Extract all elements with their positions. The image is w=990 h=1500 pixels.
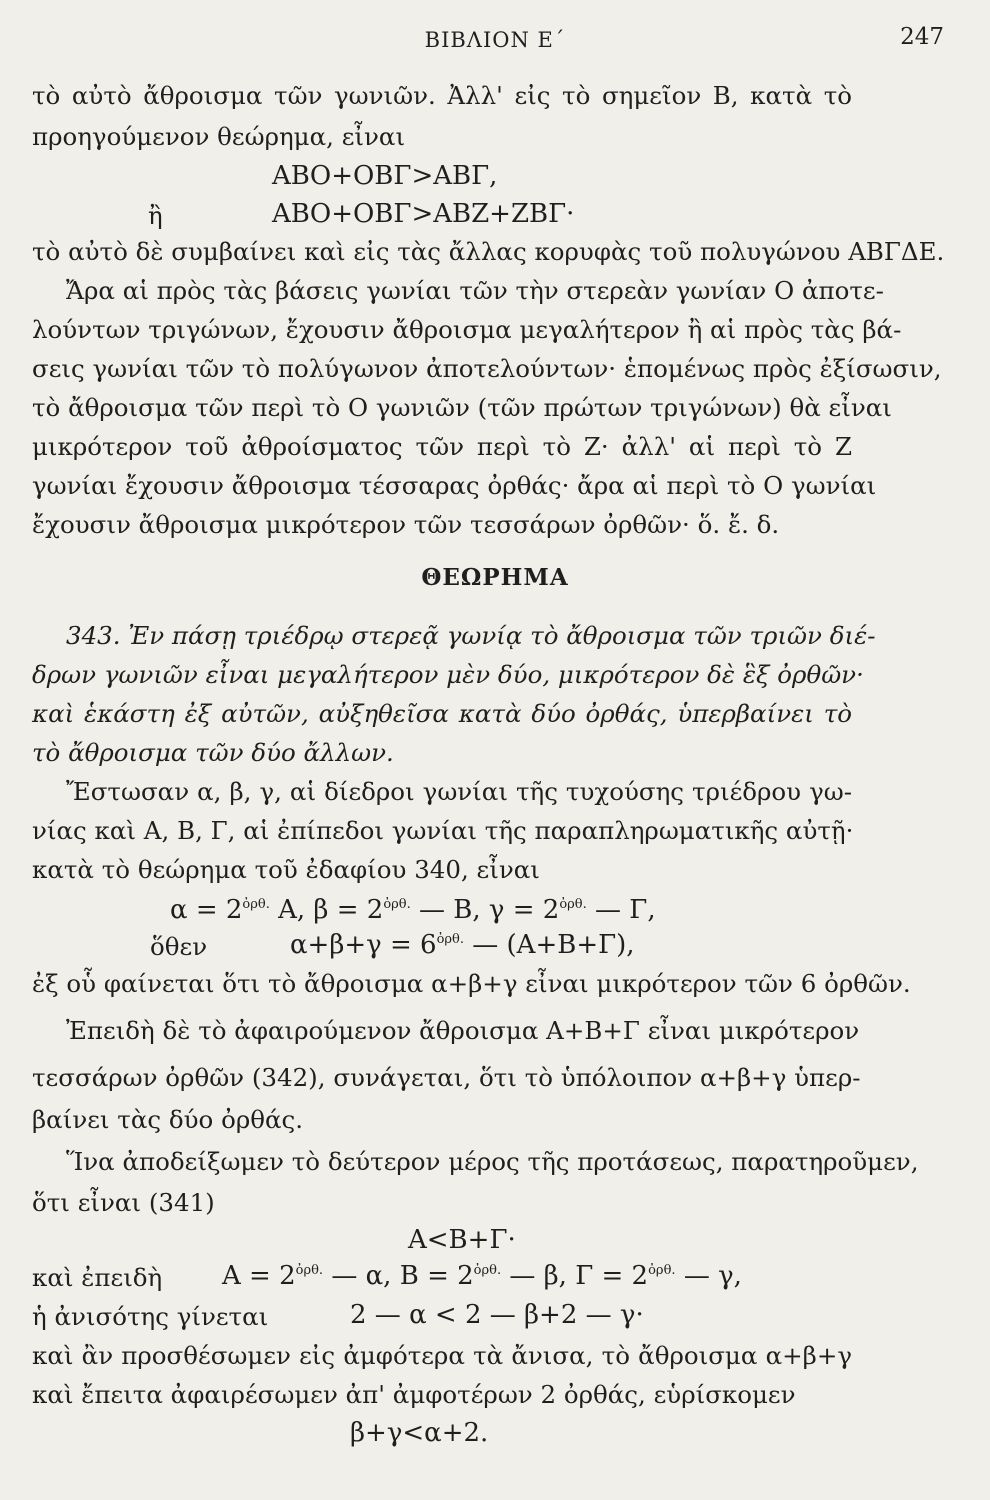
theorem-statement: καὶ ἑκάστη ἐξ αὐτῶν, αὐξηθεῖσα κατὰ δύο ὀρθάς, ὑπερβαίνει τὸ bbox=[32, 699, 852, 728]
text-line: τὸ αὐτὸ ἄθροισμα τῶν γωνιῶν. Ἀλλ' εἰς τὸ σημεῖον Β, κατὰ τὸ bbox=[32, 81, 852, 110]
text-line: τὸ αὐτὸ δὲ συμβαίνει καὶ εἰς τὰς ἄλλας κορυφὰς τοῦ πολυγώνου ΑΒΓΔΕ. bbox=[32, 237, 945, 266]
text-line: ἔχουσιν ἄθροισμα μικρότερον τῶν τεσσάρων ὀρθῶν· ὅ. ἔ. δ. bbox=[32, 510, 780, 539]
theorem-heading: ΘΕΩΡΗΜΑ bbox=[421, 564, 569, 591]
text-line: μικρότερον τοῦ ἀθροίσματος τῶν περὶ τὸ Ζ· ἀλλ' αἱ περὶ τὸ Ζ bbox=[32, 432, 852, 461]
text-line: Ἔστωσαν α, β, γ, αἱ δίεδροι γωνίαι τῆς τυχούσης τριέδρου γω- bbox=[66, 777, 852, 806]
text-line: τεσσάρων ὀρθῶν (342), συνάγεται, ὅτι τὸ ὑπόλοιπον α+β+γ ὑπερ- bbox=[32, 1063, 861, 1092]
inequality: ΑΒΟ+ΟΒΓ>ΑΒΖ+ΖΒΓ· bbox=[272, 199, 575, 229]
superscript: ὀρθ. bbox=[295, 1263, 324, 1278]
equation-part: — Β, γ = 2 bbox=[419, 895, 560, 925]
equation-part: α+β+γ = 6 bbox=[290, 930, 437, 960]
text-line: ἡ ἀνισότης γίνεται bbox=[32, 1302, 269, 1331]
equation bbox=[290, 929, 635, 961]
theorem-statement: δρων γωνιῶν εἶναι μεγαλήτερον μὲν δύο, μικρότερον δὲ ἓξ ὀρθῶν· bbox=[32, 660, 864, 689]
equation-part: — (Α+Β+Γ), bbox=[472, 930, 635, 960]
running-title: ΒΙΒΛΙΟΝ Ε΄ bbox=[424, 28, 566, 52]
text-line: ἐξ οὗ φαίνεται ὅτι τὸ ἄθροισμα α+β+γ εἶναι μικρότερον τῶν 6 ὀρθῶν. bbox=[32, 969, 911, 998]
superscript: ὀρθ. bbox=[648, 1263, 676, 1278]
text-line: Ἵνα ἀποδείξωμεν τὸ δεύτερον μέρος τῆς προτάσεως, παρατηροῦμεν, bbox=[66, 1147, 919, 1176]
inequality: ΑΒΟ+ΟΒΓ>ΑΒΓ, bbox=[272, 161, 498, 191]
equation-part: Α, β = 2 bbox=[278, 895, 384, 925]
theorem-statement: τὸ ἄθροισμα τῶν δύο ἄλλων. bbox=[32, 738, 394, 767]
equation-part: — Γ, bbox=[595, 895, 656, 925]
equation bbox=[222, 1260, 742, 1292]
equation-part: — α, Β = 2 bbox=[331, 1261, 474, 1291]
text-line: Ἄρα αἱ πρὸς τὰς βάσεις γωνίαι τῶν τὴν στερεὰν γωνίαν Ο ἀποτε- bbox=[66, 276, 884, 305]
superscript: ὀρθ. bbox=[473, 1263, 502, 1278]
text-line: βαίνει τὰς δύο ὀρθάς. bbox=[32, 1105, 304, 1134]
text-line: ὅτι εἶναι (341) bbox=[32, 1188, 215, 1217]
text-line: καὶ ἂν προσθέσωμεν εἰς ἀμφότερα τὰ ἄνισα, τὸ ἄθροισμα α+β+γ bbox=[32, 1341, 852, 1370]
equation bbox=[170, 894, 656, 926]
text-line: σεις γωνίαι τῶν τὸ πολύγωνον ἀποτελούντων· ἑπομένως πρὸς ἐξίσωσιν, bbox=[32, 354, 942, 383]
inequality: β+γ<α+2. bbox=[350, 1418, 489, 1448]
text-line: προηγούμενον θεώρημα, εἶναι bbox=[32, 122, 406, 151]
superscript: ὀρθ. bbox=[383, 897, 411, 912]
page-number: 247 bbox=[900, 24, 944, 50]
superscript: ὀρθ. bbox=[242, 897, 270, 912]
text-line: ὅθεν bbox=[150, 932, 208, 961]
text-line: γωνίαι ἔχουσιν ἄθροισμα τέσσαρας ὀρθάς· ἄρα αἱ περὶ τὸ Ο γωνίαι bbox=[32, 471, 877, 500]
inequality: 2 — α < 2 — β+2 — γ· bbox=[350, 1300, 644, 1330]
text-line: τὸ ἄθροισμα τῶν περὶ τὸ Ο γωνιῶν (τῶν πρώτων τριγώνων) θὰ εἶναι bbox=[32, 393, 892, 422]
theorem-statement: 343. Ἐν πάσῃ τριέδρῳ στερεᾷ γωνίᾳ τὸ ἄθροισμα τῶν τριῶν διέ- bbox=[66, 621, 876, 650]
text-line: καὶ ἔπειτα ἀφαιρέσωμεν ἀπ' ἀμφοτέρων 2 ὀρθάς, εὑρίσκομεν bbox=[32, 1380, 796, 1409]
inequality: Α<Β+Γ· bbox=[408, 1225, 516, 1255]
text-line: λούντων τριγώνων, ἔχουσιν ἄθροισμα μεγαλήτερον ἢ αἱ πρὸς τὰς βά- bbox=[32, 315, 902, 344]
equation-part: — γ, bbox=[683, 1261, 742, 1291]
equation-part: α = 2 bbox=[170, 895, 243, 925]
running-header bbox=[40, 24, 950, 54]
superscript: ὀρθ. bbox=[436, 932, 464, 947]
text-line: καὶ ἐπειδὴ bbox=[32, 1263, 163, 1292]
text-line: κατὰ τὸ θεώρημα τοῦ ἐδαφίου 340, εἶναι bbox=[32, 855, 540, 884]
equation-part: — β, Γ = 2 bbox=[509, 1261, 649, 1291]
equation-part: Α = 2 bbox=[222, 1261, 296, 1291]
text-line: Ἐπειδὴ δὲ τὸ ἀφαιρούμενον ἄθροισμα Α+Β+Γ εἶναι μικρότερον bbox=[66, 1016, 860, 1045]
text-line: ἢ bbox=[148, 201, 163, 230]
text-line: νίας καὶ Α, Β, Γ, αἱ ἐπίπεδοι γωνίαι τῆς παραπληρωματικῆς αὐτῇ· bbox=[32, 816, 854, 845]
superscript: ὀρθ. bbox=[559, 897, 587, 912]
